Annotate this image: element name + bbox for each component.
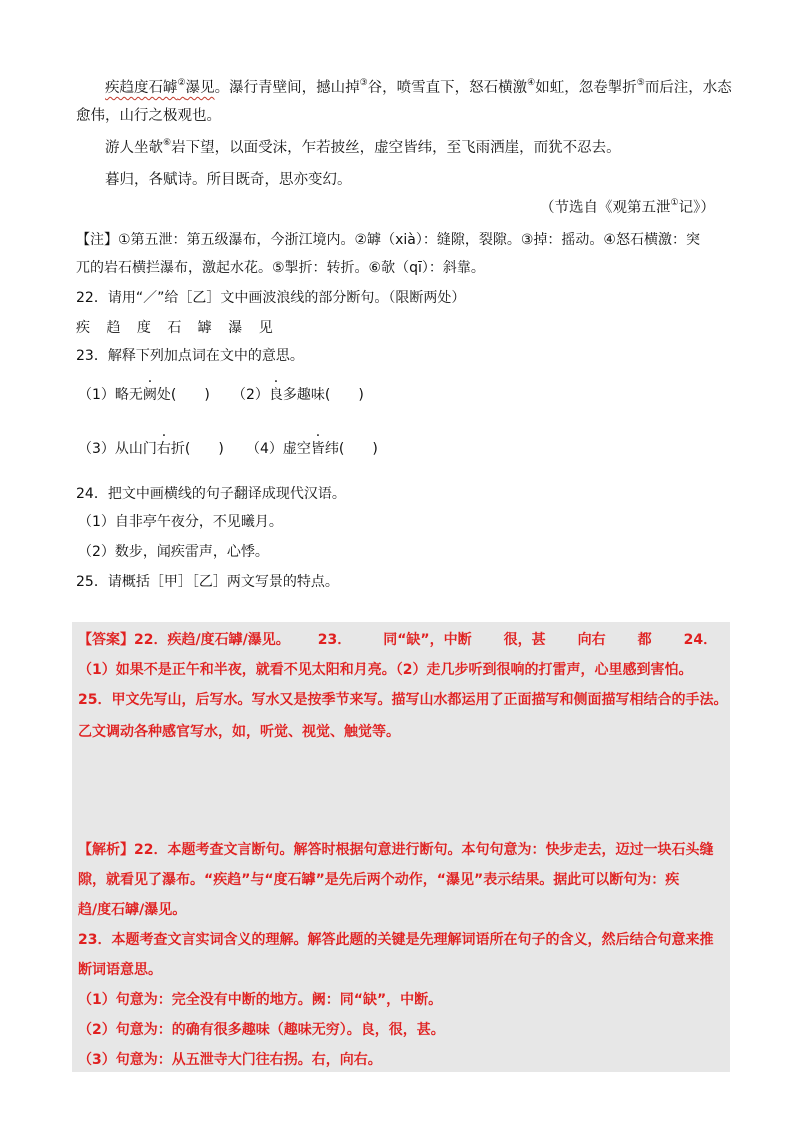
analysis-line-2: 隙，就看见了瀑布。“疾趋”与“度石罅”是先后两个动作，“瀑见”表示结果。据此可以断句为：疾	[78, 872, 680, 888]
dotted-char: 良	[268, 387, 283, 403]
notes-line-2: 兀的岩石横拦瀑布，激起水花。⑤掣折：转折。⑥欹（qī）：斜靠。	[76, 260, 485, 276]
question-24: 24．把文中画横线的句子翻译成现代汉语。	[76, 486, 346, 502]
passage-line-3: 游人坐欹⑥岩下望，以面受沫，乍若披丝，虚空皆纬，至飞雨洒崖，而犹不忍去。	[105, 138, 621, 156]
answer-label: 【答案】	[78, 632, 134, 648]
dotted-char: 右	[156, 441, 171, 457]
question-22: 22．请用“／”给［乙］文中画波浪线的部分断句。（限断两处）	[76, 290, 466, 306]
answer-line-2: （1）如果不是正午和半夜，就看不见太阳和月亮。（2）走几步听到很响的打雷声，心里感到害怕。	[78, 662, 693, 678]
question-23: 23．解释下列加点词在文中的意思。	[76, 348, 304, 364]
analysis-line-1: 【解析】22．本题考查文言断句。解答时根据句意进行断句。本句句意为：快步走去，迈过一块石头缝	[78, 842, 714, 858]
question-24-item-2: （2）数步，闻疾雷声，心悸。	[78, 544, 269, 560]
question-22-text: 疾 趋 度 石 罅 瀑 见	[76, 320, 279, 336]
question-23-item-2: （2）良多趣味( )	[232, 387, 364, 403]
analysis-line-8: （3）句意为：从五泄寺大门往右拐。右，向右。	[78, 1052, 382, 1068]
answer-line-3: 25．甲文先写山，后写水。写水又是按季节来写。描写山水都运用了正面描写和侧面描写相结合的手法。	[78, 692, 728, 708]
analysis-line-6: （1）句意为：完全没有中断的地方。阙：同“缺”，中断。	[78, 992, 443, 1008]
analysis-label: 【解析】	[78, 842, 134, 858]
answer-line-1: 【答案】22．疾趋/度石罅/瀑见。 23． 同“缺”，中断 很，甚 向右 都 24．	[78, 632, 718, 648]
notes-line-1: 【注】①第五泄：第五级瀑布，今浙江境内。②罅（xià）：缝隙，裂隙。③掉：摇动。④怒石横激：突	[76, 232, 700, 248]
dotted-char: 皆	[310, 441, 325, 457]
dotted-char: 阙	[142, 387, 157, 403]
wavy-underlined-phrase: 疾趋度石罅②瀑见	[105, 78, 215, 96]
analysis-line-3: 趋/度石罅/瀑见。	[78, 902, 187, 918]
passage-line-4: 暮归，各赋诗。所目既奇，思亦变幻。	[105, 172, 352, 188]
question-25: 25．请概括［甲］［乙］两文写景的特点。	[76, 574, 339, 590]
question-23-item-1: （1）略无阙处( )	[78, 387, 210, 403]
passage-line-1: 疾趋度石罅②瀑见。瀑行青壁间，撼山掉③谷，喷雪直下，怒石横激④如虹，忽卷掣折⑤而后注，水态	[105, 78, 732, 96]
passage-source: （节选自《观第五泄①记》）	[540, 198, 715, 216]
analysis-line-7: （2）句意为：的确有很多趣味（趣味无穷）。良，很，甚。	[78, 1022, 445, 1038]
question-23-item-4: （4）虚空皆纬( )	[246, 441, 378, 457]
question-23-item-3: （3）从山门右折( )	[78, 441, 224, 457]
question-24-item-1: （1）自非亭午夜分，不见曦月。	[78, 514, 283, 530]
analysis-line-4: 23．本题考查文言实词含义的理解。解答此题的关键是先理解词语所在句子的含义，然后结合句意来推	[78, 932, 714, 948]
passage-line-2: 愈伟，山行之极观也。	[76, 108, 221, 124]
analysis-line-5: 断词语意思。	[78, 962, 162, 978]
answer-line-4: 乙文调动各种感官写水，如，听觉、视觉、触觉等。	[78, 724, 400, 740]
